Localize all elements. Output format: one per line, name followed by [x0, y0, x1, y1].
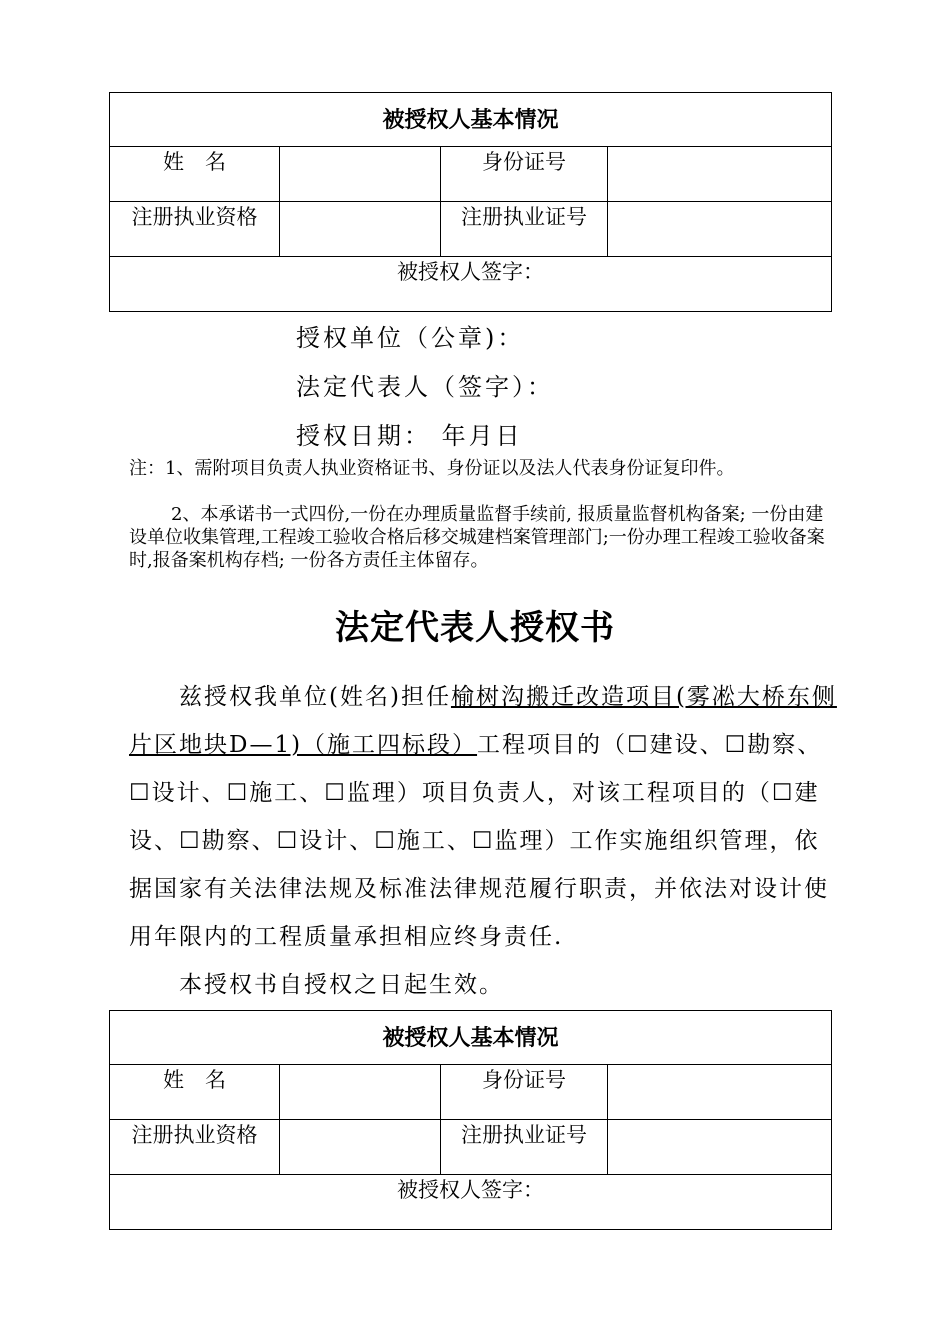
- signature-row[interactable]: 被授权人签字：: [110, 257, 832, 312]
- qualification-field[interactable]: [280, 1120, 441, 1175]
- authorized-person-table-2: [109, 1010, 832, 1230]
- name-field[interactable]: [280, 147, 441, 202]
- cert-number-label: 注册执业证号: [441, 1120, 608, 1175]
- cert-number-field[interactable]: [608, 1120, 832, 1175]
- authorization-date-line: 授权日期： 年月日: [296, 422, 523, 450]
- table-header: 被授权人基本情况: [110, 93, 832, 147]
- note-1: 注：1、需附项目负责人执业资格证书、身份证以及法人代表身份证复印件。: [129, 458, 735, 479]
- cert-number-field[interactable]: [608, 202, 832, 257]
- note-2: 2、本承诺书一式四份,一份在办理质量监督手续前, 报质量监督机构备案; 一份由建设单位收集管理,工程竣工验收合格后移交城建档案管理部门;一份办理工程竣工验收备案时,报备案机构存档; 一份各方责任主体留存。: [129, 504, 825, 571]
- intro-text: 兹授权我单位(姓名)担任: [179, 684, 451, 710]
- qualification-field[interactable]: [280, 202, 441, 257]
- signature-row[interactable]: 被授权人签字：: [110, 1175, 832, 1230]
- cert-number-label: 注册执业证号: [441, 202, 608, 257]
- authorization-paragraph: [129, 673, 839, 961]
- document-title: 法定代表人授权书: [335, 608, 615, 648]
- table-header: 被授权人基本情况: [110, 1011, 832, 1065]
- project-name: 榆树沟搬迁改造项目(雾凇大桥东侧片区地块D—1)（施工四标段）: [129, 684, 837, 758]
- effective-statement: 本授权书自授权之日起生效。: [179, 972, 504, 998]
- legal-rep-signature-line: 法定代表人（签字）：: [296, 373, 554, 401]
- id-number-label: 身份证号: [441, 1065, 608, 1120]
- name-label: 姓 名: [110, 147, 280, 202]
- authorized-person-table-1: [109, 92, 832, 312]
- qualification-label: 注册执业资格: [110, 1120, 280, 1175]
- id-number-label: 身份证号: [441, 147, 608, 202]
- id-number-field[interactable]: [608, 1065, 832, 1120]
- scope-text: 工程项目的（☐建设、☐勘察、☐设计、☐施工、☐监理）项目负责人，对该工程项目的（☐建设、☐勘察、☐设计、☐施工、☐监理）工作实施组织管理，依据国家有关法律法规及标准法律规范履行职责，并依法对设计使用年限内的工程质量承担相应终身责任.: [129, 732, 829, 950]
- qualification-label: 注册执业资格: [110, 202, 280, 257]
- id-number-field[interactable]: [608, 147, 832, 202]
- name-field[interactable]: [280, 1065, 441, 1120]
- name-label: 姓 名: [110, 1065, 280, 1120]
- authorizing-unit-line: 授权单位（公章)：: [296, 324, 525, 352]
